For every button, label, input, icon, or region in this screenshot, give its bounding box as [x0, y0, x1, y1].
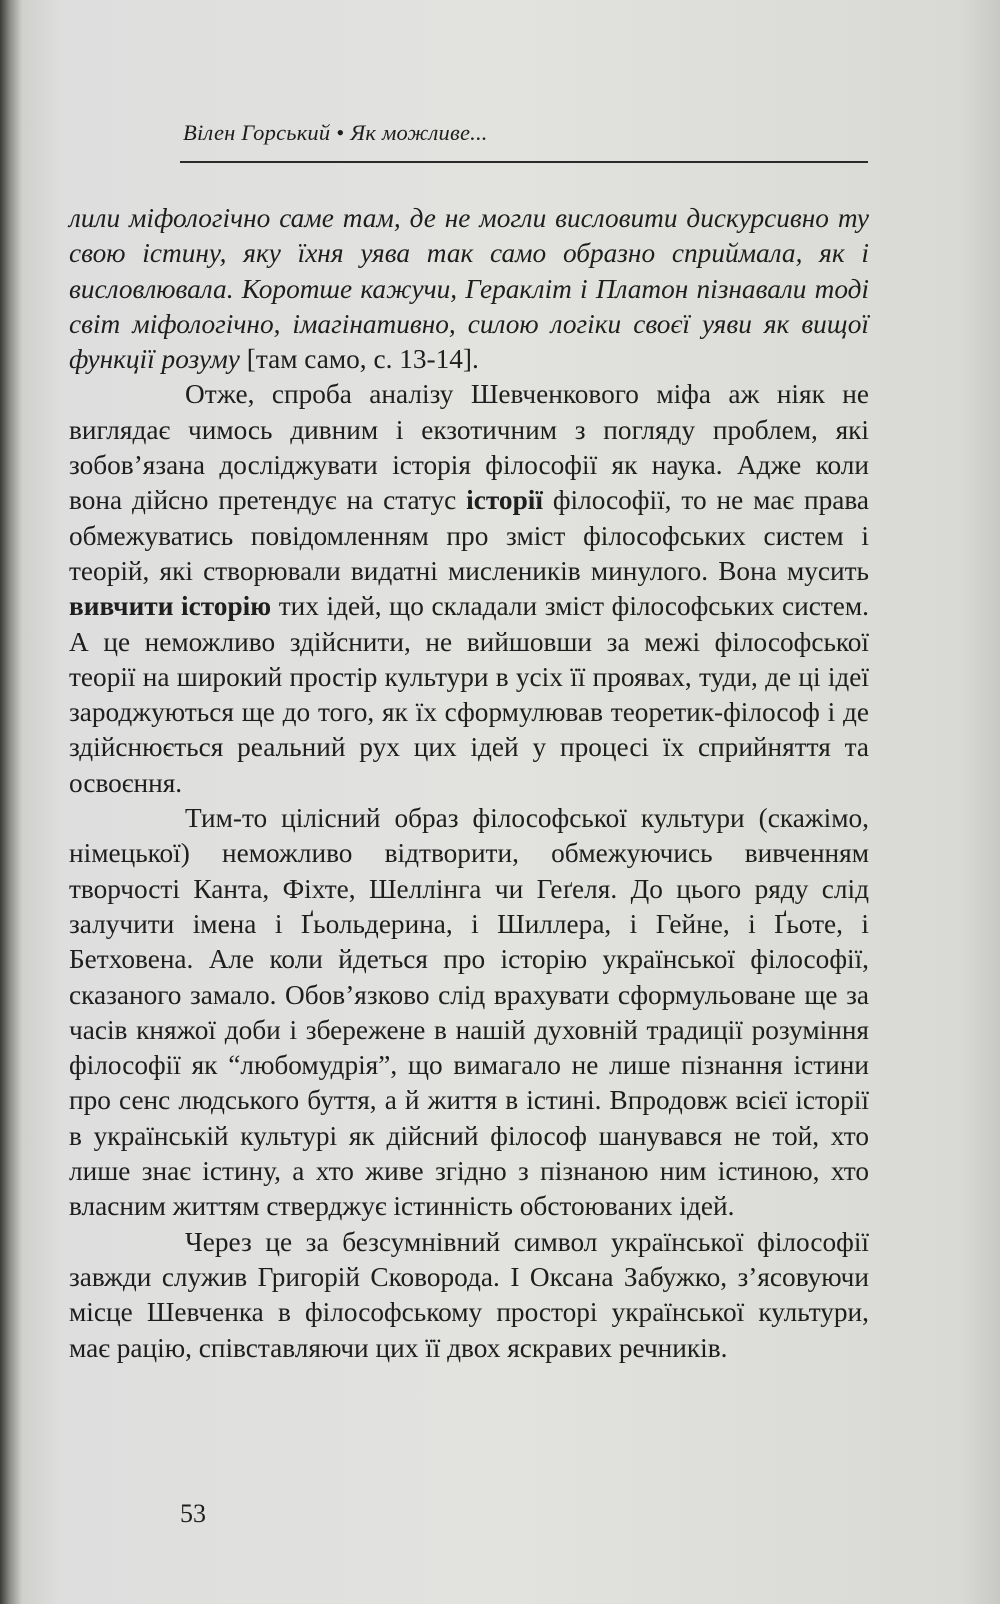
paragraph: Через це за безсумнівний символ української філософії завжди служив Григорій Сковорода. І Оксана Забужко, з’ясовуючи місце Шевченка в філософському просторі української культури, має рацію, співставляючи цих її двох яскравих речників. [69, 1226, 869, 1363]
quote-text: лили міфологічно саме там, де не могли висловити дискурсивно ту свою істину, яку їхня уява так само образно сприймала, як і висловлювала. Коротше кажучи, Геракліт і Платон пізнавали тоді світ міфологічно, імагінативно, силою логіки своєї уяви як вищої функції розуму [69, 203, 869, 375]
header-bullet: • [336, 120, 345, 145]
paragraph-quote-end [69, 201, 869, 377]
header-author: Вілен Горський [183, 120, 331, 145]
bold-term: історії [466, 485, 543, 516]
paragraph [69, 377, 869, 801]
paragraph-text: Отже, спроба аналізу Шевченкового міфа аж ніяк не виглядає чимось дивним і екзотичним з погляду проблем, які зобов’язана досліджувати історія філософії як наука. Адже коли вона дійсно претендує на статус [69, 379, 869, 516]
paragraph-text: тих ідей, що складали зміст філософських систем. А це неможливо здійснити, не вийшовши за межі філософської теорії на широкий простір культури в усіх її проявах, туди, де ці ідеї зароджуються ще до того, як їх сформулював теоретик-філософ і де здійснюється реальний рух цих ідей у процесі їх сприйняття та освоєння. [69, 591, 869, 798]
body-text [69, 201, 869, 1366]
header-title: Як можливе... [350, 120, 488, 145]
paragraph-text: філософії, то не має права обмежуватись повідомленням про зміст філософських систем і теорій, які створювали видатні мислеників минулого. Вона мусить [69, 485, 869, 586]
citation: [там само, с. 13-14]. [239, 344, 479, 375]
bold-term: вивчити історію [69, 591, 272, 622]
header-rule [180, 161, 868, 163]
running-header [183, 120, 867, 146]
page-number: 53 [180, 1499, 206, 1528]
paragraph: Тим-то цілісний образ філософської культури (скажімо, німецької) неможливо відтворити, обмежуючись вивченням творчості Канта, Фіхте, Шеллінга чи Геґеля. До цього ряду слід залучити імена і Ґьольдерина, і Шиллера, і Гейне, і Ґьоте, і Бетховена. Але коли йдеться про історію української філософії, сказаного замало. Обов’язково слід врахувати сформульоване ще за часів княжої доби і збережене в нашій духовній традиції розуміння філософії як “любомудрія”, що вимагало не лише пізнання істини про сенс людського буття, а й життя в істині. Впродовж всієї історії в українській культурі як дійсний філософ шанувався не той, хто лише знає істину, а хто живе згідно з пізнаною ним істиною, хто власним життям стверджує істинність обстоюваних ідей. [69, 803, 869, 1222]
